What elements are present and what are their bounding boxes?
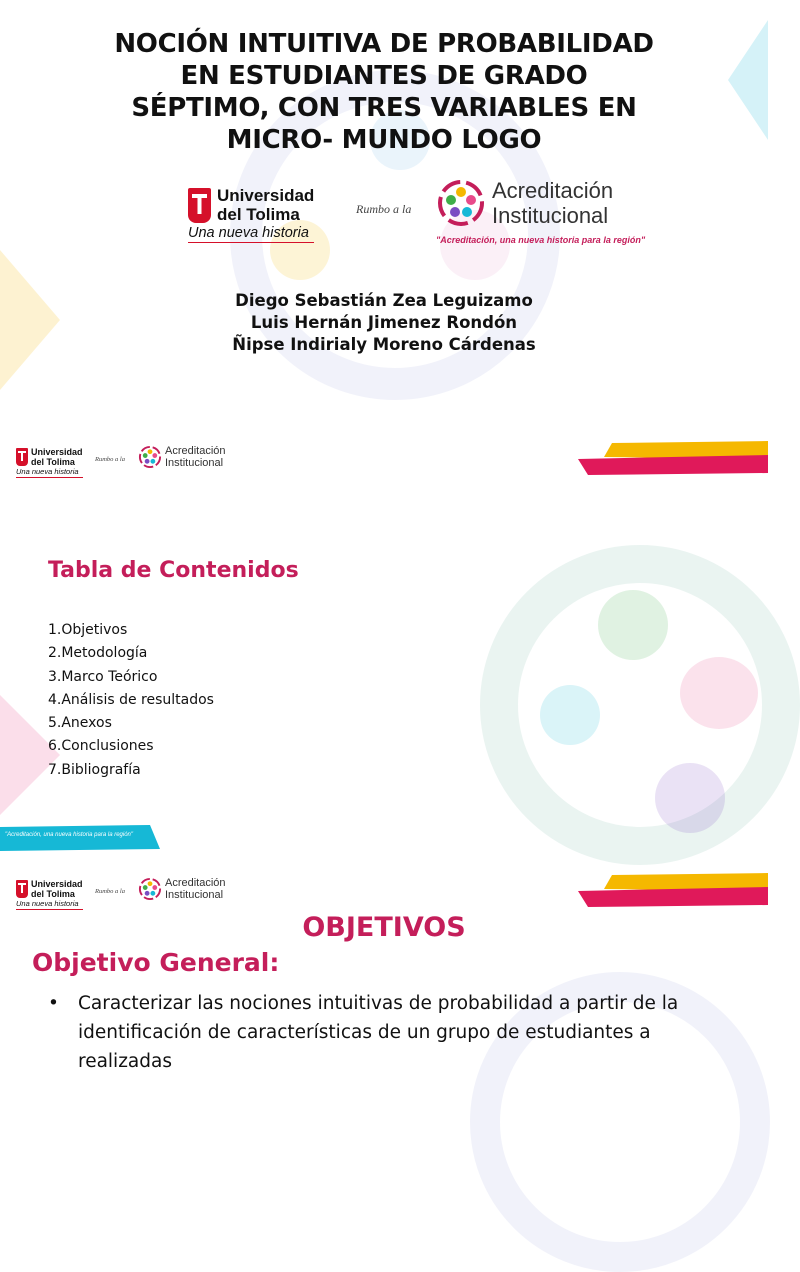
university-shield-icon bbox=[16, 880, 28, 898]
university-name-line2: del Tolima bbox=[31, 457, 75, 467]
background-dot-decoration bbox=[540, 685, 600, 745]
rumbo-text: Rumbo a la bbox=[95, 456, 125, 463]
accreditation-line1: Acreditación bbox=[165, 445, 226, 457]
university-name-line1: Universidad bbox=[31, 447, 83, 457]
toc-title: Tabla de Contenidos bbox=[48, 558, 299, 583]
university-tagline: Una nueva historia bbox=[16, 467, 83, 478]
accreditation-flower-icon bbox=[436, 178, 486, 228]
accreditation-line1: Acreditación bbox=[492, 178, 614, 203]
toc-item: 2.Metodología bbox=[48, 645, 148, 662]
author-name: Diego Sebastián Zea Leguizamo bbox=[235, 291, 533, 310]
header-ribbon-decoration bbox=[578, 441, 768, 475]
accreditation-text bbox=[165, 877, 226, 901]
university-name-line2: del Tolima bbox=[217, 205, 300, 224]
university-text bbox=[16, 447, 83, 478]
footer-banner bbox=[0, 825, 160, 851]
author-name: Luis Hernán Jimenez Rondón bbox=[250, 313, 518, 332]
general-objective-bullet bbox=[48, 989, 748, 1076]
toc-item: 7.Bibliografía bbox=[48, 761, 141, 778]
bullet-icon: • bbox=[48, 993, 59, 1014]
background-dot-decoration bbox=[655, 763, 725, 833]
accreditation-line2: Institucional bbox=[165, 889, 224, 901]
toc-list bbox=[48, 619, 214, 782]
accreditation-line1: Acreditación bbox=[165, 877, 226, 889]
general-objective-text: Caracterizar las nociones intuitivas de probabilidad a partir de la identificación de características de un grupo de estudiantes a realizadas bbox=[78, 993, 679, 1072]
toc-item: 6.Conclusiones bbox=[48, 738, 154, 755]
accreditation-line2: Institucional bbox=[165, 457, 224, 469]
university-shield-icon bbox=[188, 188, 211, 223]
university-logo bbox=[188, 186, 314, 243]
title-line: SÉPTIMO, CON TRES VARIABLES EN bbox=[131, 93, 637, 123]
university-text bbox=[16, 879, 83, 910]
university-text bbox=[188, 186, 315, 243]
title-slide bbox=[0, 0, 768, 435]
accreditation-logo-small bbox=[138, 877, 226, 901]
accreditation-flower-icon bbox=[138, 877, 162, 901]
authors-block bbox=[0, 290, 768, 356]
presentation-title bbox=[60, 28, 708, 156]
accreditation-logo-small bbox=[138, 445, 226, 469]
university-name-line1: Universidad bbox=[31, 879, 83, 889]
general-objective-heading: Objetivo General: bbox=[32, 948, 280, 977]
accreditation-motto: "Acreditación, una nueva historia para la región" bbox=[436, 235, 646, 245]
university-shield-icon bbox=[16, 448, 28, 466]
toc-item: 3.Marco Teórico bbox=[48, 668, 158, 685]
objectives-slide bbox=[0, 867, 768, 1072]
university-tagline: Una nueva historia bbox=[188, 224, 314, 243]
accreditation-line2: Institucional bbox=[492, 203, 609, 228]
university-tagline: Una nueva historia bbox=[16, 899, 83, 910]
accreditation-flower-icon bbox=[138, 445, 162, 469]
university-logo-small bbox=[16, 447, 83, 478]
footer-banner-text: "Acreditación, una nueva historia para la región" bbox=[5, 832, 134, 838]
university-logo-small bbox=[16, 879, 83, 910]
background-dot-decoration bbox=[598, 590, 668, 660]
accreditation-text bbox=[165, 445, 226, 469]
background-triangle-decoration bbox=[728, 20, 768, 140]
rumbo-text: Rumbo a la bbox=[356, 202, 412, 216]
university-name-line1: Universidad bbox=[217, 186, 315, 205]
accreditation-logo bbox=[436, 178, 613, 228]
author-name: Ñipse Indirialy Moreno Cárdenas bbox=[232, 335, 536, 354]
table-of-contents-slide bbox=[0, 435, 768, 867]
rumbo-text: Rumbo a la bbox=[95, 888, 125, 895]
title-line: MICRO- MUNDO LOGO bbox=[226, 125, 542, 155]
accreditation-text bbox=[492, 178, 613, 228]
university-name-line2: del Tolima bbox=[31, 889, 75, 899]
title-line: EN ESTUDIANTES DE GRADO bbox=[180, 61, 588, 91]
title-line: NOCIÓN INTUITIVA DE PROBABILIDAD bbox=[114, 29, 654, 59]
objectives-title: OBJETIVOS bbox=[302, 912, 466, 943]
header-ribbon-decoration bbox=[578, 873, 768, 907]
toc-item: 5.Anexos bbox=[48, 715, 112, 732]
background-dot-decoration bbox=[680, 657, 758, 729]
toc-item: 4.Análisis de resultados bbox=[48, 691, 214, 708]
toc-item: 1.Objetivos bbox=[48, 622, 128, 638]
